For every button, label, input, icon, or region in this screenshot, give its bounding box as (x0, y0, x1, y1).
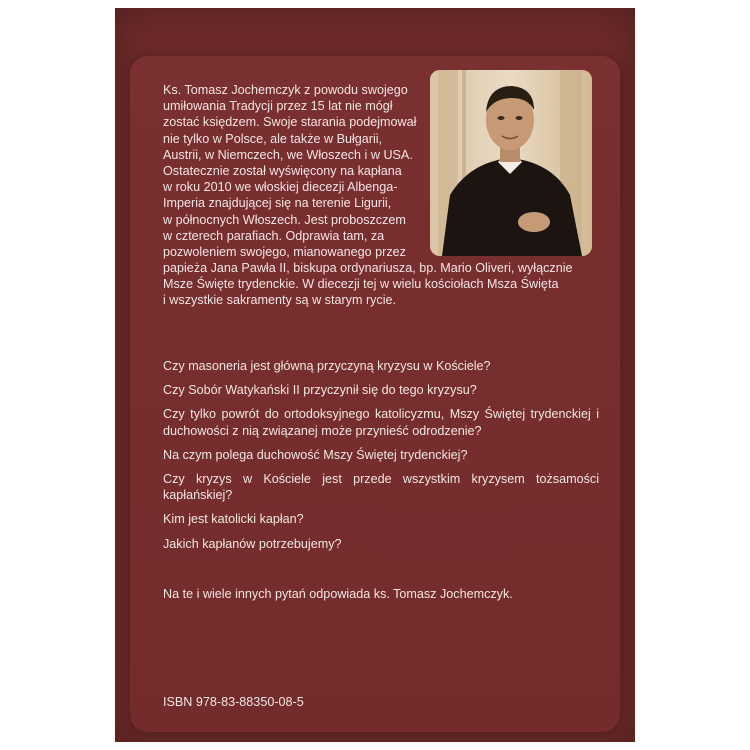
author-bio-column (163, 82, 423, 260)
priest-portrait-image (430, 70, 592, 256)
bio-line: w północnych Włoszech. Jest proboszczem (163, 212, 406, 227)
bio-line: nie tylko w Polsce, ale także w Bułgarii, (163, 131, 383, 146)
bio-line: papieża Jana Pawła II, biskupa ordynariusza, bp. Mario Oliveri, wyłącznie (163, 261, 573, 275)
question-item: Jakich kapłanów potrzebujemy? (163, 536, 342, 551)
author-photo (430, 70, 592, 256)
question-item: Kim jest katolicki kapłan? (163, 512, 304, 527)
bio-line: Imperia znajdującej się na terenie Ligurii, (163, 196, 392, 211)
bio-line: umiłowania Tradycji przez 15 lat nie mógł (163, 99, 393, 114)
bio-line: w czterech parafiach. Odprawia tam, za (163, 228, 385, 243)
question-item: Na czym polega duchowość Mszy Świętej trydenckiej? (163, 447, 468, 462)
question-item: Czy masoneria jest główną przyczyną kryzysu w Kościele? (163, 359, 491, 373)
bio-line: pozwoleniem swojego, mianowanego przez (163, 245, 406, 260)
author-bio-continuation (163, 260, 599, 309)
bio-line: Msze Święte trydenckie. W diecezji tej w wielu kościołach Msza Święta (163, 277, 559, 292)
bio-line: Ostatecznie został wyświęcony na kapłana (163, 164, 402, 179)
bio-line: Austrii, w Niemczech, we Włoszech i w USA. (163, 147, 413, 162)
isbn-number: ISBN 978-83-88350-08-5 (163, 695, 304, 709)
bio-line: w roku 2010 we włoskiej diecezji Albenga- (163, 180, 398, 195)
questions-list (163, 358, 599, 560)
question-item: Czy tylko powrót do ortodoksyjnego katolicyzmu, Mszy Świętej trydenckiej i duchowości z nią związanej może przynieść odrodzenie? (163, 407, 599, 438)
bio-line: i wszystkie sakramenty są w starym rycie. (163, 293, 397, 308)
bio-line: Ks. Tomasz Jochemczyk z powodu swojego (163, 83, 408, 97)
question-item: Czy Sobór Watykański II przyczynił się do tego kryzysu? (163, 383, 477, 398)
bio-line: zostać księdzem. Swoje starania podejmował (163, 115, 417, 130)
closing-statement: Na te i wiele innych pytań odpowiada ks. Tomasz Jochemczyk. (163, 587, 513, 601)
question-item: Czy kryzys w Kościele jest przede wszystkim kryzysem tożsamości kapłańskiej? (163, 472, 599, 503)
